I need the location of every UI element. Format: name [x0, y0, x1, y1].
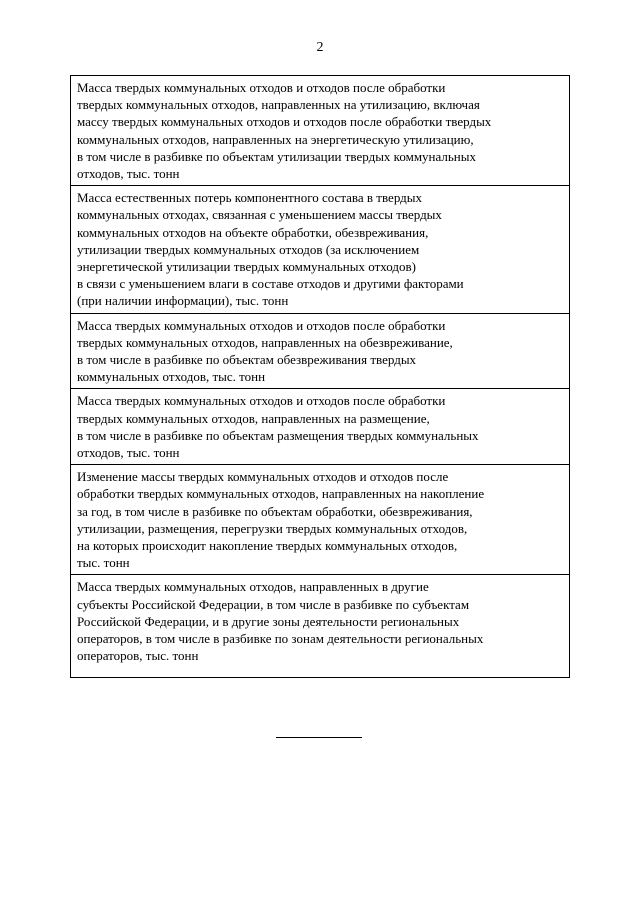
table-row: Масса твердых коммунальных отходов и отходов после обработки твердых коммунальных отходов, направленных на утилизацию, включая массу твердых коммунальных отходов и отходов после обработки твердых коммунальных отходов, направленных на энергетическую утилизацию, в том числе в разбивке по объектам утилизации твердых коммунальных отходов, тыс. тонн [71, 76, 569, 186]
table-row: Масса твердых коммунальных отходов и отходов после обработки твердых коммунальных отходов, направленных на размещение, в том числе в разбивке по объектам размещения твердых коммунальных отходов, тыс. тонн [71, 389, 569, 465]
table-row: Изменение массы твердых коммунальных отходов и отходов после обработки твердых коммунальных отходов, направленных на накопление за год, в том числе в разбивке по объектам обработки, обезвреживания, утилизации, размещения, перегрузки твердых коммунальных отходов, на которых происходит накопление твердых коммунальных отходов, тыс. тонн [71, 465, 569, 575]
table-row: Масса твердых коммунальных отходов, направленных в другие субъекты Российской Федерации, в том числе в разбивке по субъектам Российской Федерации, и в другие зоны деятельности региональных операторов, в том числе в разбивке по зонам деятельности региональных операторов, тыс. тонн [77, 579, 484, 664]
indicators-table [70, 75, 570, 678]
table-row: Масса естественных потерь компонентного состава в твердых коммунальных отходах, связанная с уменьшением массы твердых коммунальных отходов на объекте обработки, обезвреживания, утилизации твердых коммунальных отходов (за исключением энергетической утилизации твердых коммунальных отходов) в связи с уменьшением влаги в составе отходов и другими факторами (при наличии информации), тыс. тонн [71, 186, 569, 313]
end-of-document-rule [276, 737, 362, 738]
page-number: 2 [316, 40, 324, 55]
table-row: Масса твердых коммунальных отходов и отходов после обработки твердых коммунальных отходов, направленных на обезвреживание, в том числе в разбивке по объектам обезвреживания твердых коммунальных отходов, тыс. тонн [71, 314, 569, 390]
